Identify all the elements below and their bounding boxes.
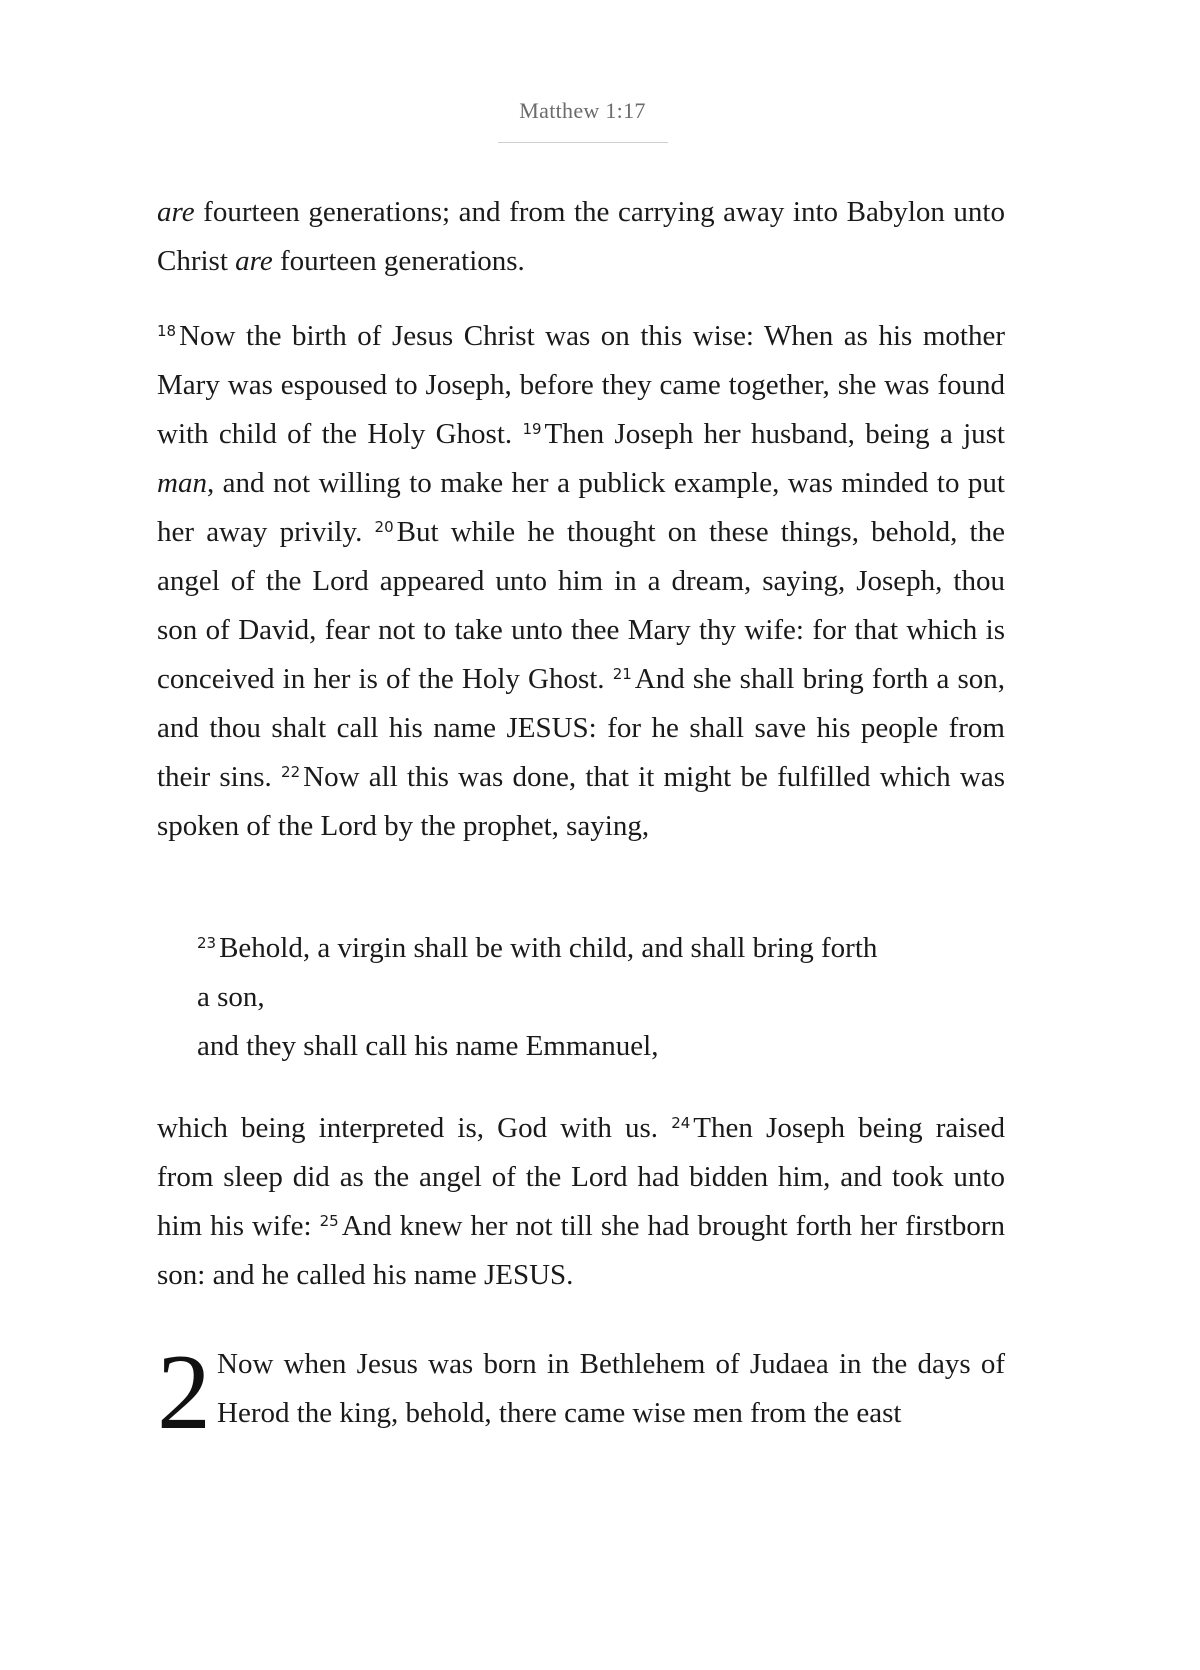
italic-word: man [157,467,207,499]
paragraph-text: fourteen generations; and from the carrying away into Babylon unto Christ [157,196,1005,277]
italic-word: are [157,196,195,228]
paragraph-verses-24-25 [157,1104,1005,1300]
paragraph-text: which being interpreted is, God with us. [157,1112,672,1144]
italic-word: are [235,245,273,277]
verse-text: Now the birth of Jesus Christ was on this wise: When as his mother Mary was espoused to Joseph, before they came together, she was found with child of the Holy Ghost. [157,320,1005,450]
verse-number: 19 [522,420,542,438]
verse-text: And she shall bring forth a son, and thou shalt call his name JESUS: for he shall save his people from their sins. [157,663,1005,793]
poetry-line: and they shall call his name Emmanuel, [197,1030,659,1062]
running-head: Matthew 1:17 [519,98,646,123]
verse-number: 21 [612,665,632,683]
verse-text: Then Joseph being raised from sleep did as the angel of the Lord had bidden him, and took unto him his wife: [157,1112,1005,1242]
poetry-text: Behold, a virgin shall be with child, and shall bring forth [219,932,878,964]
verse-text: Then Joseph her husband, being a just [544,418,1005,450]
chapter-2-opening [157,1333,1005,1452]
paragraph-verses-18-22 [157,312,1005,851]
poetry-line-wrap: a son, [197,981,265,1013]
verse-number: 22 [281,763,301,781]
header-divider [498,142,668,143]
verse-number: 18 [157,322,177,340]
verse-number: 24 [671,1114,691,1132]
chapter-number-drop-cap: 2 [157,1333,211,1452]
verse-text: , and not willing to make her a publick example, was minded to put her away privily. [157,467,1005,548]
verse-text: And knew her not till she had brought forth her firstborn son: and he called his name JESUS. [157,1210,1005,1291]
verse-text: Now all this was done, that it might be fulfilled which was spoken of the Lord by the prophet, saying, [157,761,1005,842]
chapter-text: Now when Jesus was born in Bethlehem of Judaea in the days of Herod the king, behold, there came wise men from the east [217,1348,1005,1429]
verse-number: 20 [374,518,394,536]
verse-number: 25 [319,1212,339,1230]
paragraph-text: fourteen generations. [272,245,525,277]
verse-text: But while he thought on these things, behold, the angel of the Lord appeared unto him in a dream, saying, Joseph, thou son of David, fear not to take unto thee Mary thy wife: for that which is conceived in her is of the Holy Ghost. [157,516,1005,695]
poetry-quote [197,924,977,1071]
verse-number: 23 [197,934,217,952]
poetry-line [197,924,977,973]
paragraph-continuation [157,188,1005,286]
